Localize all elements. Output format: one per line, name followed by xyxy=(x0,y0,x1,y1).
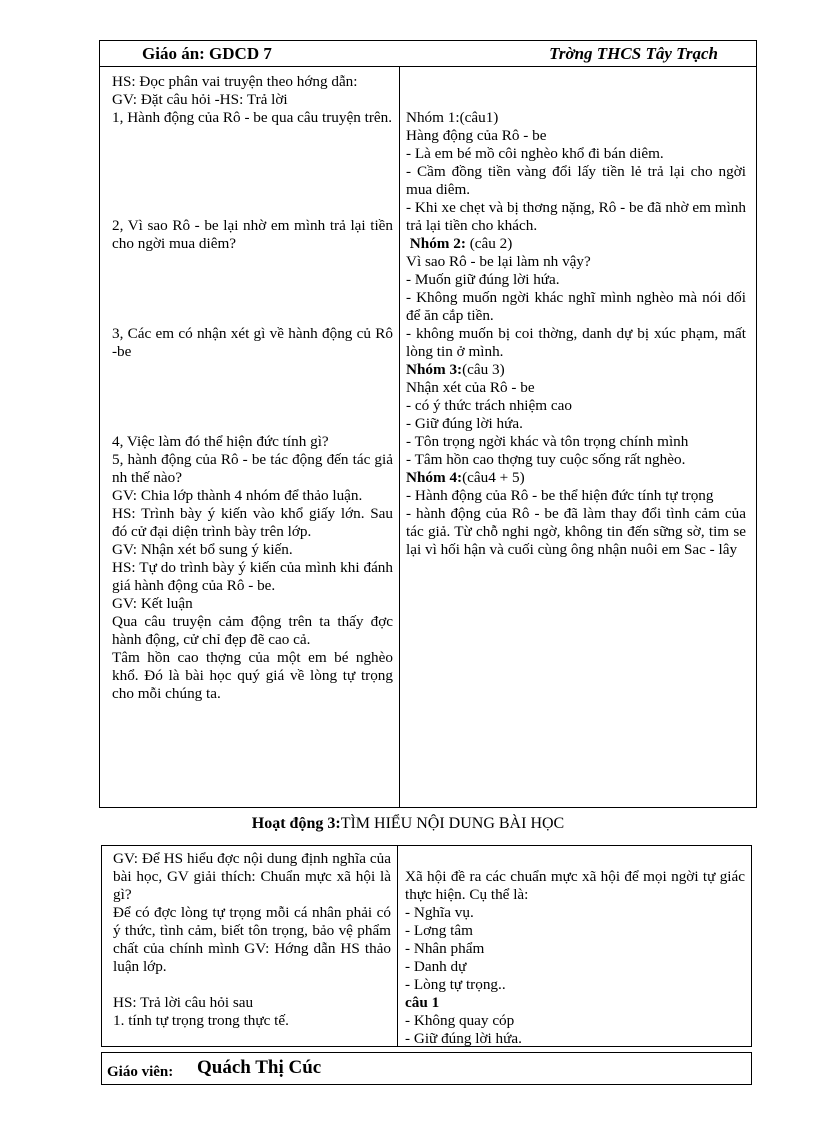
group-3-label: Nhóm 3: xyxy=(406,361,463,378)
left-line: GV: Nhận xét bổ sung ý kiến. xyxy=(112,541,293,558)
answer-line: Nhận xét của Rô - be xyxy=(406,379,535,396)
group-3-heading xyxy=(406,361,746,379)
page-header xyxy=(99,40,757,66)
school-name: Trờng THCS Tây Trạch xyxy=(549,44,718,63)
answer-line: - Tôn trọng ngời khác và tôn trọng chính mình xyxy=(406,433,689,450)
conclusion-line: Tâm hồn cao thợng của một em bé nghèo khổ. Đó là bài học quý giá về lòng tự trọng cho mỗi chúng ta. xyxy=(112,649,393,702)
answer-line: - Giữ đúng lời hứa. xyxy=(405,1030,522,1047)
answer-line: - có ý thức trách nhiệm cao xyxy=(406,397,572,414)
answer-line: - Giữ đúng lời hứa. xyxy=(406,415,523,432)
answer-line: - Khi xe chẹt và bị thơng nặng, Rô - be đã nhờ em mình trả lại tiền cho khách. xyxy=(406,199,746,234)
left-line: GV: Để HS hiểu đợc nội dung định nghĩa của bài học, GV giải thích: Chuẩn mực xã hội là gì? xyxy=(113,850,391,903)
question-1: 1, Hành động của Rô - be qua câu truyện trên. xyxy=(112,109,393,126)
group-1-heading: Nhóm 1:(câu1) xyxy=(406,109,499,126)
answer-line: - Lơng tâm xyxy=(405,922,473,939)
answer-line: - Lòng tự trọng.. xyxy=(405,976,506,993)
activity-3-label: Hoạt động 3: xyxy=(251,815,341,832)
answers-column xyxy=(406,109,746,559)
left-line: 1. tính tự trọng trong thực tế. xyxy=(113,1012,289,1029)
answer-line: Vì sao Rô - be lại làm nh vậy? xyxy=(406,253,591,270)
group-2-label: Nhóm 2: xyxy=(409,235,466,252)
answers-column xyxy=(405,868,745,1048)
lesson-plan-title: Giáo án: GDCD 7 xyxy=(142,44,272,63)
activity-3-heading xyxy=(0,815,816,833)
lesson-table-activity-2 xyxy=(99,66,757,808)
group-2-heading xyxy=(406,235,746,253)
page-footer xyxy=(101,1052,752,1085)
question-4: 4, Việc làm đó thể hiện đức tính gì? xyxy=(112,433,329,450)
answer-intro: Xã hội đề ra các chuẩn mực xã hội để mọi ngời tự giác thực hiện. Cụ thể là: xyxy=(405,868,745,903)
group-4-question: (câu4 + 5) xyxy=(462,469,525,486)
answer-line: - Cầm đồng tiền vàng đổi lấy tiền lẻ trả lại cho ngời mua diêm. xyxy=(406,163,746,198)
column-divider xyxy=(399,67,400,807)
teacher-name: Quách Thị Cúc xyxy=(197,1057,322,1078)
group-4-heading xyxy=(406,469,746,487)
answer-line: - Danh dự xyxy=(405,958,467,975)
answer-line: Hàng động của Rô - be xyxy=(406,127,547,144)
left-line: HS: Trình bày ý kiến vào khổ giấy lớn. Sau đó cử đại diện trình bày trên lớp. xyxy=(112,505,393,540)
answer-line: - Không quay cóp xyxy=(405,1012,515,1029)
left-line: GV: Đặt câu hỏi -HS: Trả lời xyxy=(112,91,288,108)
answer-line: - không muốn bị coi thờng, danh dự bị xúc phạm, mất lòng tin ở mình. xyxy=(406,325,746,360)
answer-line: - Muốn giữ đúng lời hứa. xyxy=(406,271,560,288)
question-1-heading: câu 1 xyxy=(405,994,440,1011)
left-line: GV: Chia lớp thành 4 nhóm để thảo luận. xyxy=(112,487,363,504)
teacher-label: Giáo viên: xyxy=(107,1064,174,1080)
answer-line: - Không muốn ngời khác nghĩ mình nghèo mà nói dối để ăn cắp tiền. xyxy=(406,289,746,324)
question-2: 2, Vì sao Rô - be lại nhờ em mình trả lại tiền cho ngời mua diêm? xyxy=(112,217,393,252)
teacher-student-column xyxy=(113,850,391,1030)
left-line: GV: Kết luận xyxy=(112,595,193,612)
left-line: HS: Tự do trình bày ý kiến của mình khi đánh giá hành động của Rô - be. xyxy=(112,559,393,594)
answer-line: - Là em bé mồ côi nghèo khổ đi bán diêm. xyxy=(406,145,664,162)
group-4-label: Nhóm 4: xyxy=(406,469,463,486)
activity-3-title: TÌM HIỂU NỘI DUNG BÀI HỌC xyxy=(340,815,565,832)
column-divider xyxy=(397,846,398,1046)
answer-line: - hành động của Rô - be đã làm thay đổi tình cảm của tác giả. Từ chỗ nghi ngờ, không tin đến sững sờ, tim se lại vì hối hận và cuối cùng ông nhận nuôi em Sac - lây xyxy=(406,505,746,558)
left-line: Để có đợc lòng tự trọng mỗi cá nhân phải có ý thức, tình cảm, biết tôn trọng, bảo vệ phẩm chất của chính mình GV: Hớng dẫn HS thảo luận lớp. xyxy=(113,904,391,975)
answer-line: - Tâm hồn cao thợng tuy cuộc sống rất nghèo. xyxy=(406,451,686,468)
answer-line: - Nghĩa vụ. xyxy=(405,904,474,921)
group-3-question: (câu 3) xyxy=(462,361,505,378)
group-2-question: (câu 2) xyxy=(465,235,513,252)
left-line: HS: Trả lời câu hỏi sau xyxy=(113,994,254,1011)
teacher-student-column xyxy=(112,73,393,703)
lesson-table-activity-3 xyxy=(101,845,752,1047)
left-line: HS: Đọc phân vai truyện theo hớng dẫn: xyxy=(112,73,358,90)
answer-line: - Hành động của Rô - be thể hiện đức tính tự trọng xyxy=(406,487,714,504)
question-5: 5, hành động của Rô - be tác động đến tác giả nh thế nào? xyxy=(112,451,393,486)
question-3: 3, Các em có nhận xét gì về hành động củ Rô -be xyxy=(112,325,393,360)
answer-line: - Nhân phẩm xyxy=(405,940,485,957)
conclusion-line: Qua câu truyện cảm động trên ta thấy đợc hành động, cử chỉ đẹp đẽ cao cả. xyxy=(112,613,393,648)
